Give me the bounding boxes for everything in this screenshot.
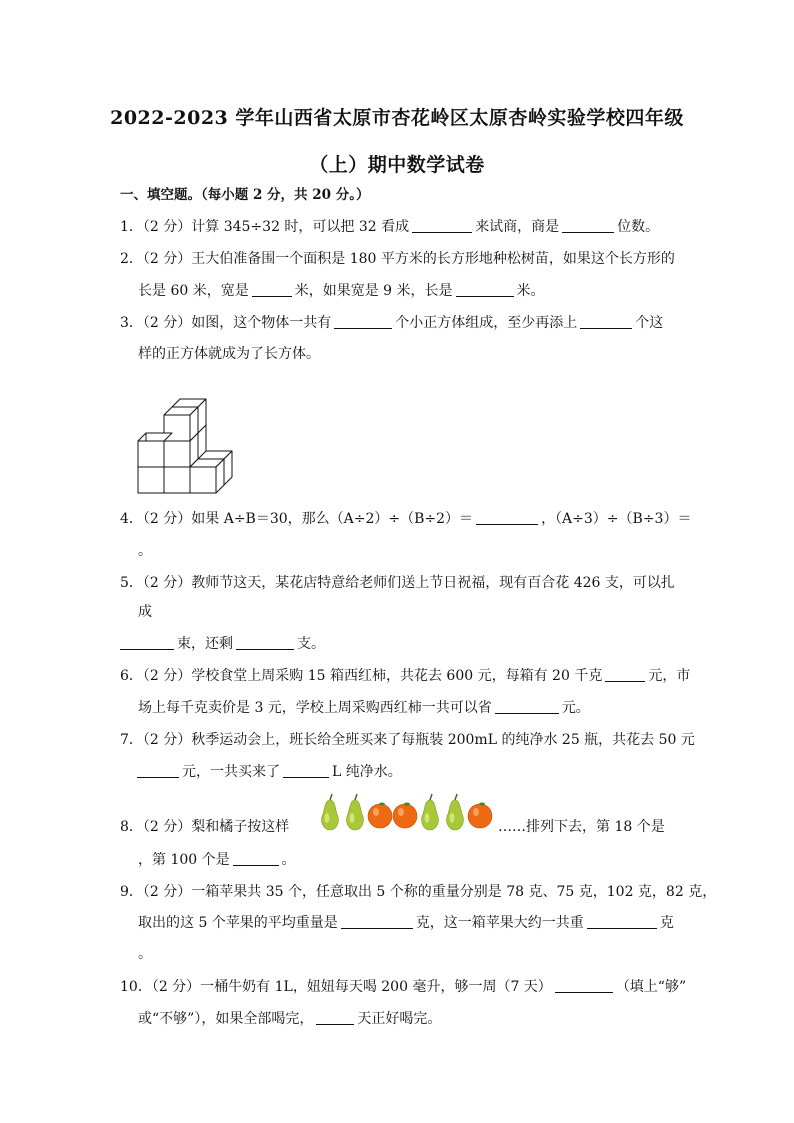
q9-text-a: 取出的这 5 个苹果的平均重量是 — [138, 915, 338, 931]
q3-text-a: 3．（2 分）如图，这个物体一共有 — [120, 315, 332, 331]
q5-text-b: 支。 — [297, 636, 325, 652]
pear-icon — [347, 794, 364, 830]
q7-blank-1[interactable] — [137, 763, 179, 778]
q8-text-c: ，第 100 个是 — [138, 852, 230, 868]
q10-blank-1[interactable] — [555, 978, 613, 993]
question-9-line-2 — [138, 914, 674, 932]
q10-text-c: 或“不够”），如果全部喝完， — [138, 1011, 314, 1027]
q2-text-a: 长是 60 米，宽是 — [138, 283, 249, 299]
q1-text-a: 1．（2 分）计算 345÷32 时，可以把 32 看成 — [120, 219, 410, 235]
question-8-line-2 — [138, 851, 296, 869]
question-4-line-1 — [120, 510, 691, 528]
title-line-2: （上）期中数学试卷 — [309, 154, 485, 176]
question-3-line-2: 样的正方体就成为了长方体。 — [138, 346, 320, 362]
fruit-sequence — [316, 792, 496, 832]
question-4-line-2: 。 — [138, 543, 152, 559]
question-1 — [120, 218, 659, 236]
q10-text-b: （填上“够” — [615, 979, 687, 995]
q2-blank-2[interactable] — [456, 282, 514, 297]
question-6-line-2 — [138, 699, 590, 717]
q6-text-d: 元。 — [561, 700, 590, 716]
q4-text-b: ，（A÷3）÷（B÷3）＝ — [541, 511, 692, 527]
question-5-line-2: 成 — [138, 604, 152, 620]
question-2-line-1: 2．（2 分）王大伯准备围一个面积是 180 平方米的长方形地种松树苗，如果这个长方形的 — [120, 251, 675, 267]
question-8-line-1-tail: ……排列下去，第 18 个是 — [498, 819, 665, 835]
q10-text-d: 天正好喝完。 — [357, 1011, 442, 1027]
q8-blank-1[interactable] — [233, 851, 279, 866]
q8-text-a: 8．（2 分）梨和橘子按这样 — [120, 819, 290, 835]
q5-blank-2[interactable] — [236, 635, 294, 650]
q6-blank-2[interactable] — [495, 699, 559, 714]
question-2-line-2 — [138, 282, 545, 300]
q9-blank-1[interactable] — [341, 914, 413, 929]
q2-text-c: 米。 — [516, 283, 545, 299]
question-10-line-2 — [138, 1010, 441, 1028]
q1-text-b: 来试商，商是 — [475, 219, 560, 235]
q9-blank-2[interactable] — [587, 914, 657, 929]
q3-blank-1[interactable] — [334, 314, 392, 329]
question-7-line-2 — [134, 763, 402, 781]
question-6-line-1 — [120, 667, 690, 685]
question-9-line-3: 。 — [138, 946, 152, 962]
q3-blank-2[interactable] — [580, 314, 632, 329]
q10-text-a: 10．（2 分）一桶牛奶有 1L，妞妞每天喝 200 毫升，够一周（7 天） — [120, 979, 552, 995]
q3-text-b: 个小正方体组成，至少再添上 — [395, 315, 578, 331]
q8-text-d: 。 — [281, 852, 296, 868]
question-5-line-1: 5．（2 分）教师节这天，某花店特意给老师们送上节日祝福，现有百合花 426 支，可以扎 — [120, 575, 675, 591]
pear-icon — [447, 794, 464, 830]
section-heading: 一、填空题。（每小题 2 分，共 20 分。） — [120, 187, 370, 203]
title-line-1: 2022-2023 学年山西省太原市杏花岭区太原杏岭实验学校四年级 — [110, 107, 684, 129]
q3-text-c: 个这 — [635, 315, 664, 331]
q5-text-a: 束，还剩 — [177, 636, 233, 652]
orange-icon — [468, 803, 492, 829]
orange-icon — [368, 803, 392, 829]
q2-text-b: 米，如果宽是 9 米，长是 — [294, 283, 453, 299]
q6-blank-1[interactable] — [605, 667, 645, 682]
q7-text-b: L 纯净水。 — [332, 764, 402, 780]
q9-text-b: 克，这一箱苹果大约一共重 — [415, 915, 584, 931]
q7-text-a: 元，一共买来了 — [182, 764, 280, 780]
q6-text-b: 元，市 — [648, 668, 691, 684]
q7-blank-2[interactable] — [283, 763, 329, 778]
q1-blank-2[interactable] — [562, 218, 614, 233]
fruit-row — [322, 794, 492, 830]
question-3-line-1 — [120, 314, 663, 332]
question-10-line-1 — [120, 978, 686, 996]
q9-text-c: 克 — [659, 915, 674, 931]
question-8-line-1 — [120, 818, 289, 836]
orange-icon — [393, 803, 417, 829]
pear-icon — [322, 794, 339, 830]
question-5-line-3 — [120, 635, 325, 653]
question-9-line-1: 9．（2 分）一箱苹果共 35 个，任意取出 5 个称的重量分别是 78 克、75 克，102 克，82 克， — [120, 884, 717, 900]
pear-icon — [422, 794, 439, 830]
q2-blank-1[interactable] — [252, 282, 292, 297]
q1-text-c: 位数。 — [617, 219, 660, 235]
question-7-line-1: 7．（2 分）秋季运动会上，班长给全班买来了每瓶装 200mL 的纯净水 25 瓶，共花去 50 元 — [120, 732, 695, 748]
cube-stack-figure — [130, 395, 250, 505]
q1-blank-1[interactable] — [412, 218, 472, 233]
q5-blank-1[interactable] — [120, 635, 174, 650]
q6-text-a: 6．（2 分）学校食堂上周采购 15 箱西红柿，共花去 600 元，每箱有 20 千克 — [120, 668, 603, 684]
q4-blank-1[interactable] — [476, 510, 538, 525]
q4-text-a: 4．（2 分）如果 A÷B＝30，那么（A÷2）÷（B÷2）＝ — [120, 511, 474, 527]
q6-text-c: 场上每千克卖价是 3 元，学校上周采购西红柿一共可以省 — [138, 700, 492, 716]
q10-blank-2[interactable] — [316, 1010, 354, 1025]
